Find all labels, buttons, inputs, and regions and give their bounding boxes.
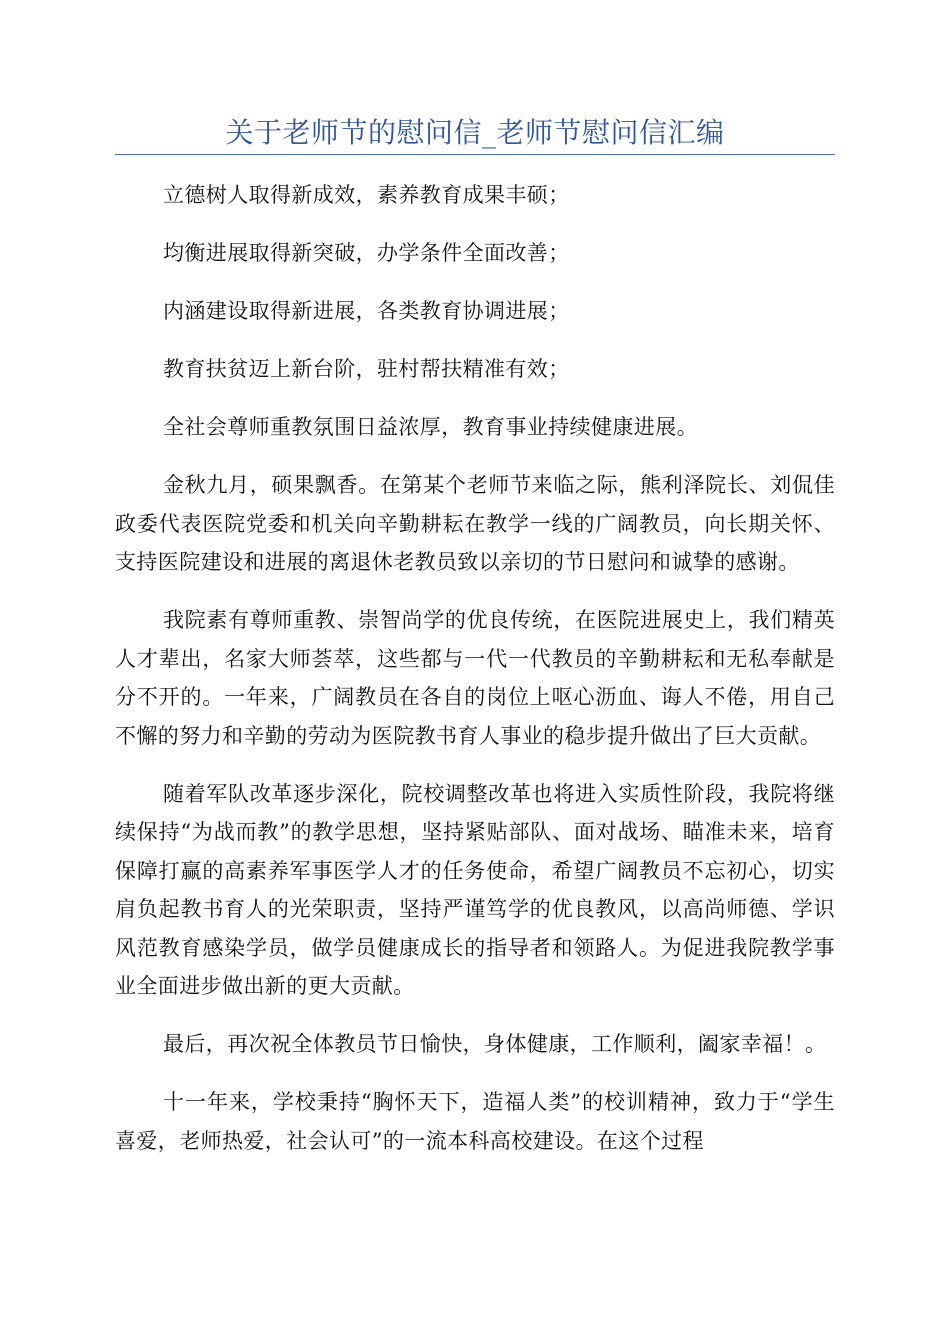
paragraph: 全社会尊师重教氛围日益浓厚，教育事业持续健康进展。 [163,415,698,439]
paragraph: 教育扶贫迈上新台阶，驻村帮扶精准有效； [163,357,570,381]
paragraph: 随着军队改革逐步深化，院校调整改革也将进入实质性阶段，我院将继续保持“为战而教”的教学思想，坚持紧贴部队、面对战场、瞄准未来，培育保障打赢的高素养军事医学人才的任务使命，希望广阔教员不忘初心，切实肩负起教书育人的光荣职责，坚持严谨笃学的优良教风，以高尚师德、学识风范教育感染学员，做学员健康成长的指导者和领路人。为促进我院教学事业全面进步做出新的更大贡献。 [115,781,835,998]
document-title: 关于老师节的慰问信_老师节慰问信汇编 [225,116,725,149]
paragraph: 均衡进展取得新突破，办学条件全面改善； [163,241,570,265]
paragraph: 十一年来，学校秉持“胸怀天下，造福人类”的校训精神，致力于“学生喜爱，老师热爱，社会认可”的一流本科高校建设。在这个过程 [115,1090,835,1153]
paragraph: 内涵建设取得新进展，各类教育协调进展； [163,299,570,323]
paragraph: 我院素有尊师重教、崇智尚学的优良传统，在医院进展史上，我们精英人才辈出，名家大师荟萃，这些都与一代一代教员的辛勤耕耘和无私奉献是分不开的。一年来，广阔教员在各自的岗位上呕心沥血、诲人不倦，用自己不懈的努力和辛勤的劳动为医院教书育人事业的稳步提升做出了巨大贡献。 [115,608,835,748]
paragraph: 立德树人取得新成效，素养教育成果丰硕； [163,183,570,207]
document-body [115,176,835,1180]
paragraph: 金秋九月，硕果飘香。在第某个老师节来临之际，熊利泽院长、刘侃佳政委代表医院党委和机关向辛勤耕耘在教学一线的广阔教员，向长期关怀、支持医院建设和进展的离退休老教员致以亲切的节日慰问和诚挚的感谢。 [115,473,835,574]
title-underline [115,154,835,155]
paragraph: 最后，再次祝全体教员节日愉快，身体健康，工作顺利，阖家幸福！。 [163,1032,827,1056]
